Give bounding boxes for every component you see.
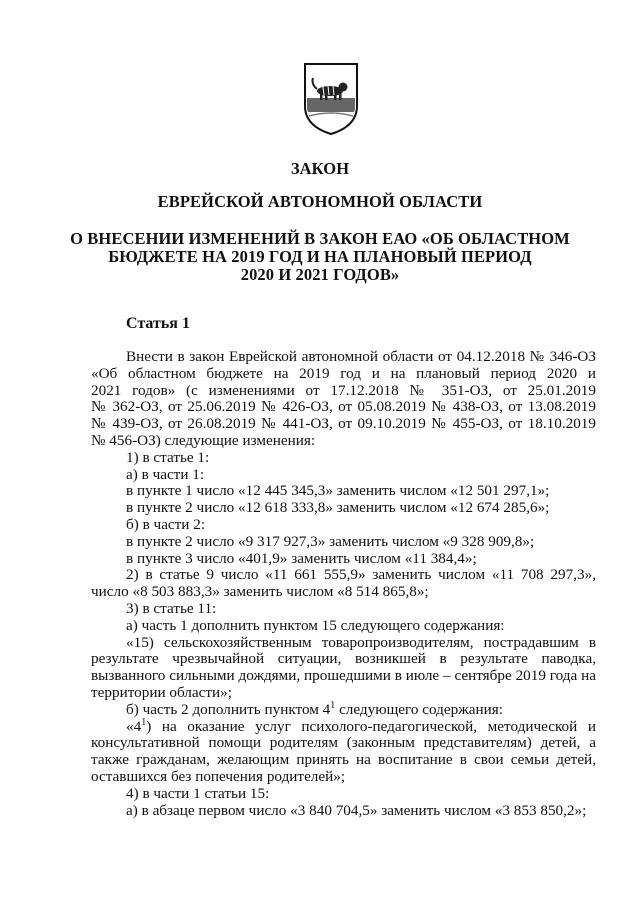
item-3a: а) часть 1 дополнить пунктом 15 следующего содержания: [126,616,505,634]
item-3b-quote-line [91,716,596,736]
law-title [0,230,640,284]
item-3b-text: б) часть 2 дополнить пунктом 4 [126,700,331,718]
intro-line: Внести в закон Еврейской автономной области от 04.12.2018 № 346-ОЗ [126,348,596,365]
region-heading: ЕВРЕЙСКОЙ АВТОНОМНОЙ ОБЛАСТИ [157,192,483,211]
item-1a-point-1: в пункте 1 число «12 445 345,3» заменить числом «12 501 297,1»; [126,482,550,500]
intro-line: № 439-ОЗ, от 26.08.2019 № 441-ОЗ, от 09.10.2019 № 455-ОЗ, от 18.10.2019 [91,415,596,433]
item-4a: а) в абзаце первом число «3 840 704,5» заменить числом «3 853 850,2»; [126,801,587,819]
item-3b-text: следующего содержания: [335,700,503,718]
item-1b: б) в части 2: [126,515,206,533]
item-2-line: 2) в статье 9 число «11 661 555,9» заменить числом «11 708 297,3», [126,566,596,584]
law-title-line: О ВНЕСЕНИИ ИЗМЕНЕНИЙ В ЗАКОН ЕАО «ОБ ОБЛАСТНОМ [70,229,570,248]
item-1a-point-2: в пункте 2 число «12 618 333,8» заменить числом «12 674 285,6»; [126,499,550,517]
item-3b-text-line: консультативной помощи родителям (законным представителям) детей, а [91,734,596,752]
superscript: 1 [141,716,147,728]
item-3b-text-line: также гражданам, желающим принять на воспитание в свои семьи детей, [91,751,596,769]
item-3b-quote-text: «4 [126,717,142,735]
intro-line: «Об областном бюджете на 2019 год и на плановый период 2020 и [91,364,596,382]
intro-line: 2021 годов» (с изменениями от 17.12.2018 № 351-ОЗ, от 25.01.2019 [91,381,596,399]
law-title-line: БЮДЖЕТЕ НА 2019 ГОД И НА ПЛАНОВЫЙ ПЕРИОД [108,247,532,266]
item-3a-text-line: результате чрезвычайной ситуации, возникшей в результате паводка, [91,650,596,668]
item-3b-quote-text: ) на оказание услуг психолого-педагогической, методической и [146,717,596,735]
item-3: 3) в статье 11: [126,599,217,617]
article-body [91,349,596,819]
coat-of-arms-icon [301,60,361,136]
item-2-line: число «8 503 883,3» заменить числом «8 514 865,8»; [91,583,429,601]
item-3a-text-line: «15) сельскохозяйственным товаропроизводителям, пострадавшим в [126,633,596,651]
item-1b-point-2: в пункте 2 число «9 317 927,3» заменить числом «9 328 909,8»; [126,532,535,550]
intro-line: № 362-ОЗ, от 25.06.2019 № 426-ОЗ, от 05.08.2019 № 438-ОЗ, от 13.08.2019 [91,398,596,416]
item-1: 1) в статье 1: [126,448,210,466]
item-1b-point-3: в пункте 3 число «401,9» заменить числом «11 384,4»; [126,549,477,567]
item-3b [91,699,596,719]
intro-line: № 456-ОЗ) следующие изменения: [91,431,316,449]
law-heading: ЗАКОН [290,159,350,178]
item-3a-text-line: вызванного сильными дождями, прошедшими в июле – сентябре 2019 года на [91,667,596,685]
item-1a: а) в части 1: [126,465,205,483]
superscript: 1 [330,699,336,711]
law-title-line: 2020 И 2021 ГОДОВ» [240,265,400,284]
item-3a-text-line: территории области»; [91,683,232,701]
article-heading: Статья 1 [126,315,190,332]
item-4: 4) в части 1 статьи 15: [126,784,270,802]
item-3b-text-line: оставшихся без попечения родителей»; [91,767,346,785]
